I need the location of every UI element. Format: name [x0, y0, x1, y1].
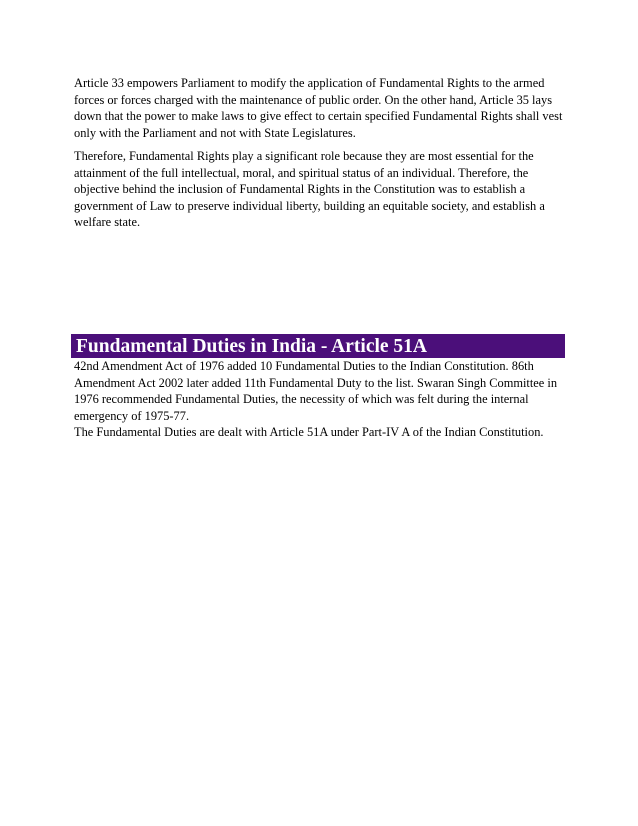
paragraph-article-51a: The Fundamental Duties are dealt with Article 51A under Part-IV A of the Indian Constitution. [74, 425, 544, 439]
paragraph-fundamental-duties-history: 42nd Amendment Act of 1976 added 10 Fundamental Duties to the Indian Constitution. 86th Amendment Act 2002 later added 11th Fundamental Duty to the list. Swaran Singh Committee in 1976 recommended Fundamental Duties, the necessity of which was felt during the internal emergency of 1975-77. [74, 359, 558, 423]
paragraph-article-33-35: Article 33 empowers Parliament to modify the application of Fundamental Rights to the armed forces or forces charged with the maintenance of public order. On the other hand, Article 35 lays down that the power to make laws to give effect to certain specified Fundamental Rights shall vest only with the Parliament and not with State Legislatures. [74, 76, 563, 140]
paragraph-fundamental-rights-role: Therefore, Fundamental Rights play a significant role because they are most essential for the attainment of the full intellectual, moral, and spiritual status of an individual. Therefore, the objective behind the inclusion of Fundamental Rights in the Constitution was to establish a government of Law to preserve individual liberty, building an equitable society, and establish a welfare state. [74, 149, 545, 229]
section-heading: Fundamental Duties in India - Article 51A [76, 336, 428, 357]
section-heading-bar [71, 334, 565, 358]
